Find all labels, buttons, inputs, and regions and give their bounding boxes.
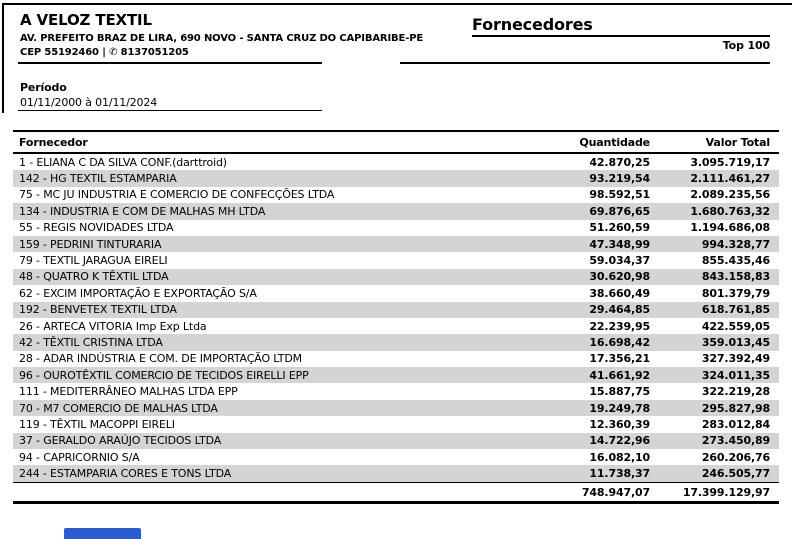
table-row bbox=[13, 203, 779, 219]
table-row bbox=[13, 433, 779, 449]
supplier-name-cell: 28 - ADAR INDÚSTRIA E COM. DE IMPORTAÇÃO LTDM bbox=[19, 352, 302, 366]
total-cell: 3.095.719,17 bbox=[690, 155, 770, 169]
table-header-row bbox=[13, 132, 779, 152]
window-frame-top bbox=[2, 3, 792, 5]
totals-valor: 17.399.129,97 bbox=[682, 485, 770, 499]
quantity-cell: 47.348,99 bbox=[589, 237, 650, 251]
quantity-cell: 59.034,37 bbox=[589, 254, 650, 268]
company-header bbox=[20, 11, 423, 58]
total-cell: 994.328,77 bbox=[701, 237, 770, 251]
top100-badge: Top 100 bbox=[722, 39, 770, 52]
total-cell: 359.013,45 bbox=[701, 335, 770, 349]
table-row bbox=[13, 318, 779, 334]
total-cell: 855.435,46 bbox=[701, 254, 770, 268]
total-cell: 801.379,79 bbox=[701, 286, 770, 300]
quantity-cell: 38.660,49 bbox=[589, 286, 650, 300]
total-cell: 283.012,84 bbox=[701, 417, 770, 431]
table-row bbox=[13, 351, 779, 367]
total-cell: 843.158,83 bbox=[701, 270, 770, 284]
table-row bbox=[13, 302, 779, 318]
quantity-cell: 17.356,21 bbox=[589, 352, 650, 366]
supplier-name-cell: 96 - OUROTÊXTIL COMERCIO DE TECIDOS EIRELLI EPP bbox=[19, 368, 309, 382]
supplier-name-cell: 26 - ARTECA VITORIA Imp Exp Ltda bbox=[19, 319, 207, 333]
column-header-valor-total: Valor Total bbox=[705, 135, 770, 149]
table-row bbox=[13, 400, 779, 416]
header-right-rule bbox=[400, 62, 770, 64]
total-cell: 1.194.686,08 bbox=[690, 221, 770, 235]
supplier-name-cell: 42 - TÊXTIL CRISTINA LTDA bbox=[19, 335, 163, 349]
period-value-field[interactable]: 01/11/2000 à 01/11/2024 bbox=[20, 96, 158, 109]
column-header-quantidade: Quantidade bbox=[579, 135, 650, 149]
quantity-cell: 41.661,92 bbox=[589, 368, 650, 382]
quantity-cell: 30.620,98 bbox=[589, 270, 650, 284]
total-cell: 2.111.461,27 bbox=[690, 172, 770, 186]
totals-quantity: 748.947,07 bbox=[581, 485, 650, 499]
quantity-cell: 15.887,75 bbox=[589, 385, 650, 399]
total-cell: 260.206,76 bbox=[701, 450, 770, 464]
supplier-name-cell: 192 - BENVETEX TEXTIL LTDA bbox=[19, 303, 177, 317]
title-underline bbox=[472, 35, 770, 37]
quantity-cell: 14.722,96 bbox=[589, 434, 650, 448]
supplier-name-cell: 159 - PEDRINI TINTURARIA bbox=[19, 237, 162, 251]
supplier-name-cell: 111 - MEDITERRÂNEO MALHAS LTDA EPP bbox=[19, 385, 238, 399]
totals-row bbox=[13, 483, 779, 501]
supplier-name-cell: 1 - ELIANA C DA SILVA CONF.(darttroid) bbox=[19, 155, 227, 169]
supplier-name-cell: 48 - QUATRO K TÊXTIL LTDA bbox=[19, 270, 169, 284]
table-body bbox=[13, 154, 779, 482]
table-row bbox=[13, 170, 779, 186]
table-row bbox=[13, 465, 779, 481]
supplier-name-cell: 142 - HG TEXTIL ESTAMPARIA bbox=[19, 172, 177, 186]
window-frame-left bbox=[2, 3, 4, 113]
table-row bbox=[13, 220, 779, 236]
quantity-cell: 19.249,78 bbox=[589, 401, 650, 415]
suppliers-table bbox=[13, 130, 779, 504]
total-cell: 246.505,77 bbox=[701, 467, 770, 481]
supplier-name-cell: 94 - CAPRICORNIO S/A bbox=[19, 450, 140, 464]
quantity-cell: 93.219,54 bbox=[589, 172, 650, 186]
table-row bbox=[13, 252, 779, 268]
company-address: AV. PREFEITO BRAZ DE LIRA, 690 NOVO - SANTA CRUZ DO CAPIBARIBE-PE bbox=[20, 33, 424, 44]
quantity-cell: 12.360,39 bbox=[589, 417, 650, 431]
supplier-name-cell: 75 - MC JU INDUSTRIA E COMERCIO DE CONFECÇÕES LTDA bbox=[19, 188, 335, 202]
quantity-cell: 16.082,10 bbox=[589, 450, 650, 464]
quantity-cell: 16.698,42 bbox=[589, 335, 650, 349]
table-row bbox=[13, 187, 779, 203]
page-title: Fornecedores bbox=[472, 15, 593, 34]
table-row bbox=[13, 334, 779, 350]
quantity-cell: 29.464,85 bbox=[589, 303, 650, 317]
supplier-name-cell: 134 - INDUSTRIA E COM DE MALHAS MH LTDA bbox=[19, 204, 266, 218]
supplier-name-cell: 55 - REGIS NOVIDADES LTDA bbox=[19, 221, 174, 235]
quantity-cell: 22.239,95 bbox=[589, 319, 650, 333]
total-cell: 327.392,49 bbox=[701, 352, 770, 366]
total-cell: 618.761,85 bbox=[701, 303, 770, 317]
total-cell: 273.450,89 bbox=[701, 434, 770, 448]
table-row bbox=[13, 236, 779, 252]
table-row bbox=[13, 383, 779, 399]
supplier-name-cell: 119 - TÊXTIL MACOPPI EIRELI bbox=[19, 417, 175, 431]
quantity-cell: 98.592,51 bbox=[589, 188, 650, 202]
company-phone: 8137051205 bbox=[120, 47, 189, 58]
company-name: A VELOZ TEXTIL bbox=[20, 11, 152, 29]
supplier-name-cell: 37 - GERALDO ARAÚJO TECIDOS LTDA bbox=[19, 434, 222, 448]
total-cell: 422.559,05 bbox=[701, 319, 770, 333]
table-row bbox=[13, 154, 779, 170]
column-header-fornecedor: Fornecedor bbox=[19, 135, 88, 149]
table-row bbox=[13, 269, 779, 285]
header-left-rule bbox=[18, 62, 322, 64]
table-row bbox=[13, 367, 779, 383]
quantity-cell: 69.876,65 bbox=[589, 204, 650, 218]
total-cell: 2.089.235,56 bbox=[690, 188, 770, 202]
quantity-cell: 51.260,59 bbox=[589, 221, 650, 235]
table-row bbox=[13, 449, 779, 465]
table-bottom-rule bbox=[13, 501, 779, 504]
supplier-name-cell: 62 - EXCIM IMPORTAÇÃO E EXPORTAÇÃO S/A bbox=[19, 286, 257, 300]
company-cep: CEP 55192460 bbox=[20, 47, 99, 58]
supplier-name-cell: 70 - M7 COMERCIO DE MALHAS LTDA bbox=[19, 401, 218, 415]
supplier-name-cell: 244 - ESTAMPARIA CORES E TONS LTDA bbox=[19, 467, 232, 481]
table-row bbox=[13, 285, 779, 301]
total-cell: 1.680.763,32 bbox=[690, 204, 770, 218]
total-cell: 295.827,98 bbox=[701, 401, 770, 415]
period-field-underline bbox=[18, 110, 322, 111]
separator: | bbox=[102, 47, 106, 58]
total-cell: 324.011,35 bbox=[701, 368, 770, 382]
company-contact bbox=[20, 47, 423, 58]
total-cell: 322.219,28 bbox=[701, 385, 770, 399]
quantity-cell: 42.870,25 bbox=[589, 155, 650, 169]
phone-icon: ✆ bbox=[109, 47, 118, 58]
period-label: Período bbox=[20, 81, 67, 94]
taskbar-item-fragment[interactable] bbox=[64, 528, 141, 539]
table-row bbox=[13, 416, 779, 432]
supplier-name-cell: 79 - TEXTIL JARAGUA EIRELI bbox=[19, 254, 168, 268]
quantity-cell: 11.738,37 bbox=[589, 467, 650, 481]
